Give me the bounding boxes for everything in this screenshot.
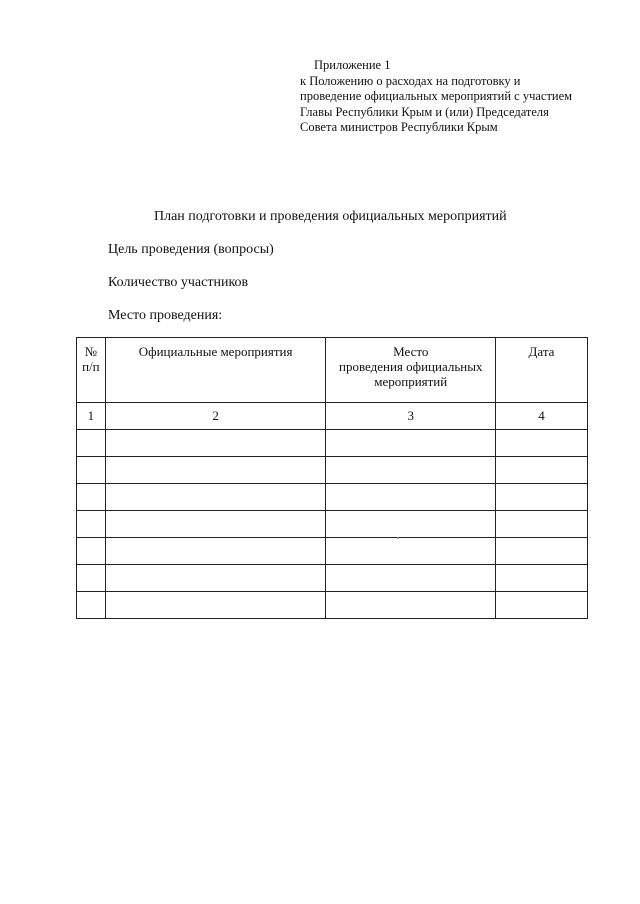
plan-table [76, 337, 588, 619]
table-cell [77, 592, 106, 619]
table-row [77, 592, 588, 619]
table-cell [105, 538, 326, 565]
table-cell [326, 592, 496, 619]
appendix-line-5: Совета министров Республики Крым [300, 120, 498, 134]
appendix-line-2: к Положению о расходах на подготовку и [300, 73, 521, 88]
table-cell [326, 484, 496, 511]
table-row [77, 457, 588, 484]
table-cell [77, 457, 106, 484]
scan-speck [397, 537, 399, 539]
header-place-line3: мероприятий [374, 374, 448, 389]
table-row [77, 538, 588, 565]
table-row [77, 430, 588, 457]
appendix-line-1: Приложение 1 [314, 58, 391, 72]
table-cell [496, 592, 588, 619]
table-cell [326, 430, 496, 457]
header-place [326, 338, 496, 403]
table-cell [326, 565, 496, 592]
appendix-line-4: Главы Республики Крым и (или) Председателя [300, 104, 549, 119]
table-cell [496, 511, 588, 538]
header-num [77, 338, 106, 403]
table-cell [496, 457, 588, 484]
column-number-3: 3 [326, 403, 496, 430]
table-cell [77, 511, 106, 538]
table-cell [77, 565, 106, 592]
table-cell [77, 538, 106, 565]
table-cell [326, 457, 496, 484]
table-cell [496, 538, 588, 565]
field-place: Место проведения: [108, 308, 223, 323]
table-cell [105, 484, 326, 511]
column-number-2: 2 [105, 403, 326, 430]
table-cell [105, 511, 326, 538]
table-cell [326, 538, 496, 565]
table-cell [105, 457, 326, 484]
table-cell [496, 565, 588, 592]
table-cell [105, 592, 326, 619]
field-goal: Цель проведения (вопросы) [108, 242, 274, 257]
appendix-block [300, 58, 620, 136]
column-number-1: 1 [77, 403, 106, 430]
header-place-line1: Место [393, 344, 429, 359]
table-row [77, 511, 588, 538]
table-cell [77, 484, 106, 511]
header-place-line2: проведения официальных [339, 359, 483, 374]
table-cell [496, 430, 588, 457]
header-date: Дата [496, 338, 588, 403]
header-num-line2: п/п [82, 359, 100, 374]
field-participants: Количество участников [108, 275, 249, 290]
table-cell [105, 430, 326, 457]
column-number-4: 4 [496, 403, 588, 430]
table-cell [77, 430, 106, 457]
column-number-row [77, 403, 588, 430]
header-num-line1: № [84, 344, 98, 359]
table-cell [326, 511, 496, 538]
appendix-line-3: проведение официальных мероприятий с участием [300, 89, 573, 103]
table-cell [496, 484, 588, 511]
table-header-row [77, 338, 588, 403]
table-row [77, 565, 588, 592]
header-events: Официальные мероприятия [105, 338, 326, 403]
document-title: План подготовки и проведения официальных мероприятий [154, 209, 507, 224]
table-cell [105, 565, 326, 592]
table-row [77, 484, 588, 511]
